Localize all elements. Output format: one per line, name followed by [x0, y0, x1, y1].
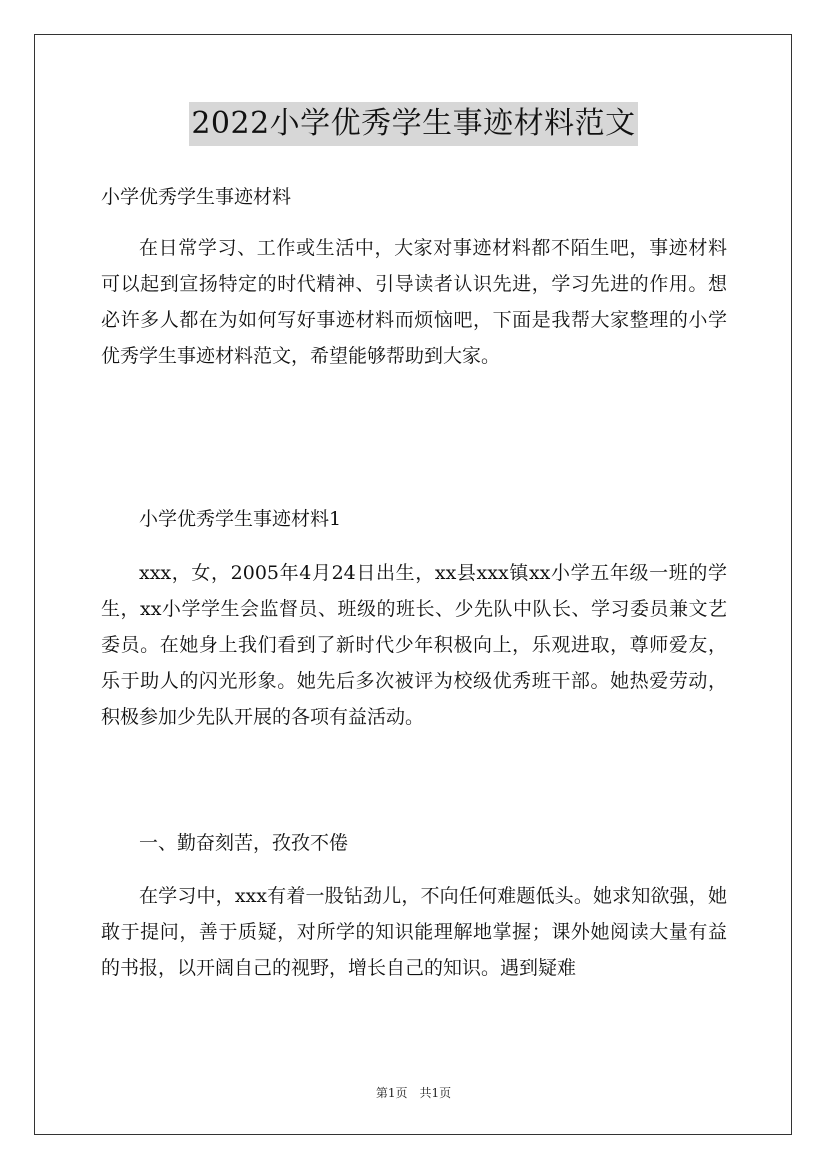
body-paragraph-2: 在学习中，xxx有着一股钻劲儿，不向任何难题低头。她求知欲强，她敢于提问，善于质疑，对所学的知识能理解地掌握；课外她阅读大量有益的书报，以开阔自己的视野，增长自己的知识。遇到疑难 — [101, 885, 727, 979]
body-paragraph-1: xxx，女，2005年4月24日出生，xx县xxx镇xx小学五年级一班的学生，xx小学学生会监督员、班级的班长、少先队中队长、学习委员兼文艺委员。在她身上我们看到了新时代少年积极向上，乐观进取，尊师爱友，乐于助人的闪光形象。她先后多次被评为校级优秀班干部。她热爱劳动，积极参加少先队开展的各项有益活动。 — [101, 562, 727, 728]
subsection-heading-1: 一、勤奋刻苦，孜孜不倦 — [139, 832, 349, 854]
page-number: 第1页 共1页 — [375, 1086, 452, 1100]
section-heading-1: 小学优秀学生事迹材料1 — [139, 508, 342, 530]
document-subtitle: 小学优秀学生事迹材料 — [101, 186, 292, 208]
document-title — [0, 102, 827, 146]
intro-paragraph: 在日常学习、工作或生活中，大家对事迹材料都不陌生吧，事迹材料可以起到宣扬特定的时代精神、引导读者认识先进，学习先进的作用。想必许多人都在为如何写好事迹材料而烦恼吧，下面是我帮大家整理的小学优秀学生事迹材料范文，希望能够帮助到大家。 — [101, 237, 727, 367]
document-title-text: 2022小学优秀学生事迹材料范文 — [189, 102, 637, 146]
